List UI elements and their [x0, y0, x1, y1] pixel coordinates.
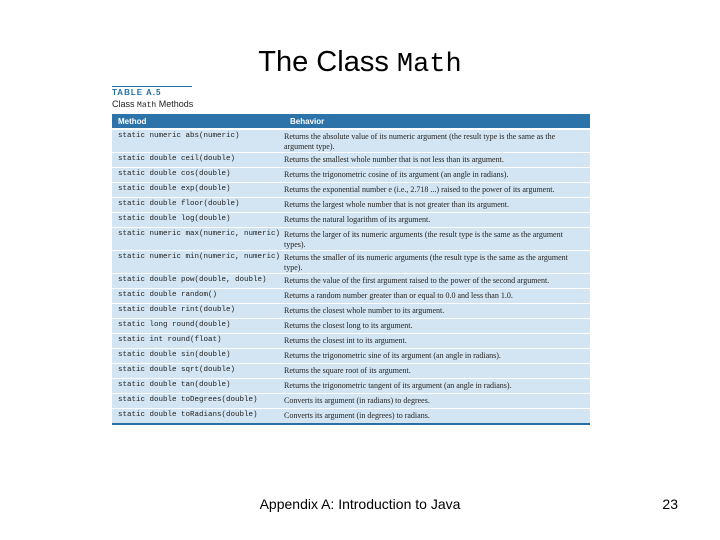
table-row [112, 333, 590, 348]
behavior-cell: Returns the exponential number e (i.e., 2.718 ...) raised to the power of its argument. [284, 185, 555, 194]
method-cell: static double cos(double) [118, 170, 231, 178]
slide-title [0, 46, 720, 80]
slide-title-code: Math [396, 50, 462, 80]
method-cell: static double random() [118, 291, 218, 299]
table-row [112, 273, 590, 288]
behavior-cell: Returns the value of the first argument raised to the power of the second argument. [284, 276, 550, 285]
table-header [112, 114, 590, 128]
method-cell: static double log(double) [118, 215, 231, 223]
method-cell: static long round(double) [118, 321, 231, 329]
table-row [112, 348, 590, 363]
behavior-cell: Converts its argument (in radians) to degrees. [284, 396, 430, 405]
behavior-cell: Returns the trigonometric sine of its argument (an angle in radians). [284, 351, 501, 360]
slide-title-text: The Class [258, 46, 389, 78]
table-row [112, 408, 590, 423]
method-cell: static double tan(double) [118, 381, 231, 389]
table-row [112, 318, 590, 333]
behavior-cell: Returns the larger of its numeric arguments (the result type is the same as the argument types). [284, 230, 563, 249]
behavior-cell: Returns a random number greater than or equal to 0.0 and less than 1.0. [284, 291, 513, 300]
table-caption-suffix: Methods [158, 99, 194, 109]
behavior-cell: Returns the absolute value of its numeric argument (the result type is the same as the argument type). [284, 132, 556, 151]
method-cell: static numeric max(numeric, numeric) [118, 230, 281, 238]
behavior-cell: Converts its argument (in degrees) to radians. [284, 411, 430, 420]
behavior-cell: Returns the closest long to its argument. [284, 321, 413, 330]
behavior-cell: Returns the natural logarithm of its argument. [284, 215, 431, 224]
table-body [112, 128, 590, 423]
method-cell: static double sqrt(double) [118, 366, 236, 374]
table-row [112, 303, 590, 318]
table-row [112, 393, 590, 408]
method-cell: static double exp(double) [118, 185, 231, 193]
method-cell: static double toRadians(double) [118, 411, 258, 419]
table-row [112, 167, 590, 182]
behavior-cell: Returns the smallest whole number that is not less than its argument. [284, 155, 504, 164]
table-caption [112, 99, 193, 110]
table-row [112, 363, 590, 378]
table-row [112, 250, 590, 273]
table-row [112, 128, 590, 152]
method-cell: static double pow(double, double) [118, 276, 267, 284]
table-row [112, 152, 590, 167]
method-cell: static int round(float) [118, 336, 222, 344]
method-cell: static double floor(double) [118, 200, 240, 208]
method-cell: static double ceil(double) [118, 155, 236, 163]
slide-footer: Appendix A: Introduction to Java [259, 496, 461, 512]
method-cell: static numeric abs(numeric) [118, 132, 240, 140]
behavior-cell: Returns the square root of its argument. [284, 366, 411, 375]
behavior-cell: Returns the smaller of its numeric arguments (the result type is the same as the argument type). [284, 253, 568, 272]
method-cell: static double toDegrees(double) [118, 396, 258, 404]
behavior-cell: Returns the closest whole number to its argument. [284, 306, 445, 315]
table-caption-code: Math [137, 101, 157, 110]
method-cell: static double rint(double) [118, 306, 236, 314]
header-behavior: Behavior [290, 116, 325, 126]
table-label: TABLE A.5 [112, 86, 192, 97]
behavior-cell: Returns the closest int to its argument. [284, 336, 407, 345]
table-row [112, 197, 590, 212]
math-methods-table [112, 114, 590, 425]
table-row [112, 378, 590, 393]
behavior-cell: Returns the trigonometric tangent of its argument (an angle in radians). [284, 381, 512, 390]
table-caption-prefix: Class [112, 99, 135, 109]
header-method: Method [118, 116, 147, 126]
method-cell: static double sin(double) [118, 351, 231, 359]
table-row [112, 182, 590, 197]
table-row [112, 288, 590, 303]
behavior-cell: Returns the trigonometric cosine of its argument (an angle in radians). [284, 170, 509, 179]
table-row [112, 227, 590, 250]
behavior-cell: Returns the largest whole number that is not greater than its argument. [284, 200, 509, 209]
page-number: 23 [662, 496, 678, 512]
method-cell: static numeric min(numeric, numeric) [118, 253, 281, 261]
table-row [112, 212, 590, 227]
